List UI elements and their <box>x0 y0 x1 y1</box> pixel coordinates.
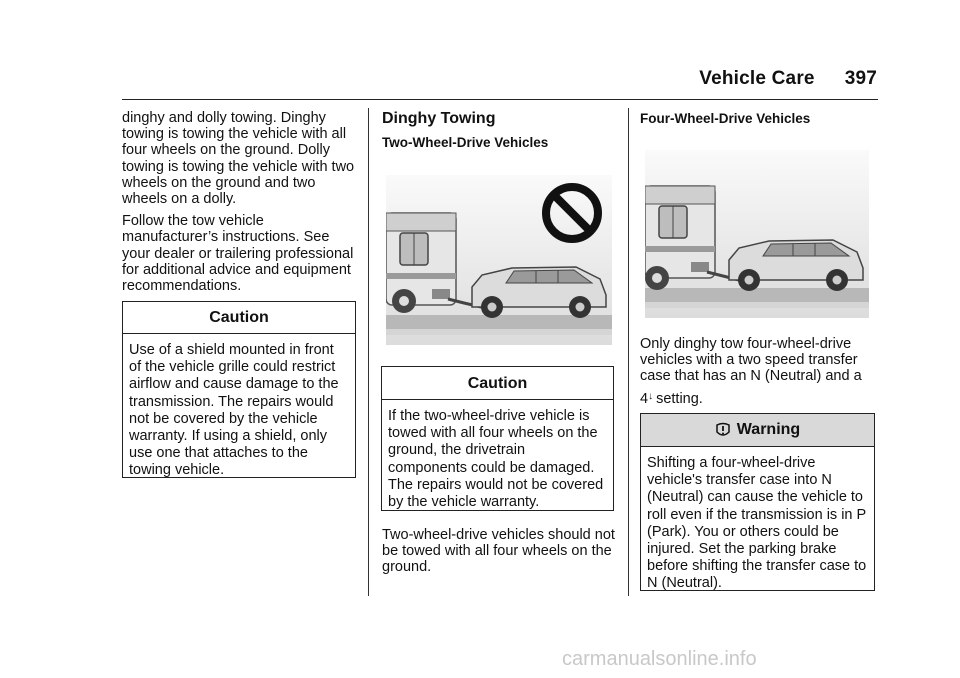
four-wheel-drive-towing-illustration <box>645 150 869 318</box>
column-3 <box>640 111 876 127</box>
down-arrow-icon: ↓ <box>648 390 654 402</box>
section-title: Vehicle Care <box>699 68 815 89</box>
dinghy-towing-heading: Dinghy Towing <box>382 110 496 127</box>
caution-body: Use of a shield mounted in front of the vehicle grille could restrict airflow and cause damage to the transmission. The repairs would not be covered by the vehicle warranty. If using a shield, only use one that attaches to the towing vehicle. <box>129 342 339 479</box>
motorhome-2 <box>645 186 715 290</box>
four-low-digit: 4 <box>640 390 649 407</box>
motorhome <box>386 213 456 313</box>
tow-instructions-paragraph: Follow the tow vehicle manufacturer’s instructions. See your dealer or trailering professional for additional advice and equipment recommendations. <box>122 213 354 295</box>
column-divider-2 <box>628 108 629 596</box>
two-wheel-note <box>382 527 618 582</box>
four-low-setting-line <box>640 391 872 407</box>
caution-body-2: If the two-wheel-drive vehicle is towed with all four wheels on the ground, the drivetrain components could be damaged. The repairs would not be covered by the vehicle warranty. <box>388 408 604 511</box>
four-wheel-note <box>640 336 872 413</box>
four-wheel-paragraph <box>640 336 872 385</box>
two-wheel-drive-subheading: Two-Wheel-Drive Vehicles <box>382 135 549 151</box>
caution-box-shield <box>122 301 356 478</box>
intro-paragraph: dinghy and dolly towing. Dinghy towing is towing the vehicle with all four wheels on the ground. Dolly towing is towing the vehicle with two wheels on the ground and two wheels on a dolly. <box>122 110 355 208</box>
four-wheel-drive-subheading: Four-Wheel-Drive Vehicles <box>640 111 811 126</box>
warning-body: Shifting a four-wheel-drive vehicle's transfer case into N (Neutral) can cause the vehicle to roll even if the transmission is in P (Park). You or others could be injured. Set the parking brake before shifting the transfer case to N (Neutral). <box>647 455 867 592</box>
two-wheel-paragraph: Two-wheel-drive vehicles should not be towed with all four wheels on the ground. <box>382 527 615 576</box>
column-2 <box>382 111 618 151</box>
caution-title-2: Caution <box>382 367 613 400</box>
warning-title: Warning <box>736 421 801 438</box>
header-divider <box>122 99 878 100</box>
watermark: carmanualsonline.info <box>562 648 757 670</box>
four-low-icon <box>640 391 653 407</box>
page-number: 397 <box>844 68 877 89</box>
ground-edge-2 <box>645 302 869 308</box>
warning-triangle-icon <box>715 422 731 438</box>
column-1 <box>122 110 358 300</box>
four-low-setting-text: setting. <box>656 390 703 407</box>
column-divider-1 <box>368 108 369 596</box>
ground-edge <box>386 329 612 335</box>
caution-box-two-wheel <box>381 366 614 511</box>
warning-box <box>640 413 875 591</box>
two-wheel-drive-towing-illustration <box>386 175 612 345</box>
caution-title: Caution <box>123 302 355 334</box>
warning-header <box>641 414 874 447</box>
page-header <box>0 68 877 92</box>
four-wheel-paragraph-text: Only dinghy tow four-wheel-drive vehicles with a two speed transfer case that has an N (Neutral) and a <box>640 336 862 385</box>
